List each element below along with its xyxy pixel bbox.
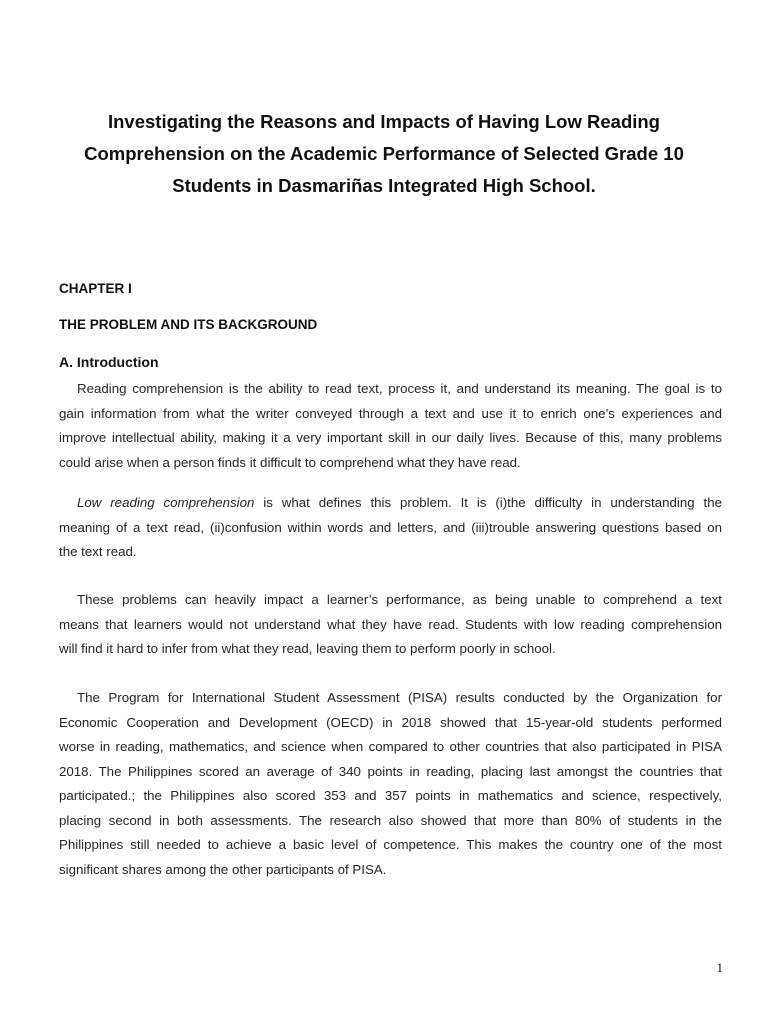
paragraph-impact — [59, 588, 722, 662]
paragraph-line: The Program for International Student Assessment (PISA) results conducted by the Organization for — [77, 690, 722, 705]
italic-term: Low reading comprehension — [77, 495, 255, 510]
paragraph-line: placing second in both assessments. The research also showed that more than 80% of students in the — [59, 812, 722, 828]
paragraph-line: worse in reading, mathematics, and science when compared to other countries that also participated in PISA — [59, 739, 722, 754]
chapter-title: THE PROBLEM AND ITS BACKGROUND — [59, 317, 318, 332]
paragraph-line: means that learners would not understand what they have read. Students with low reading comprehension — [59, 616, 722, 632]
title-line: Comprehension on the Academic Performance of Selected Grade 10 — [84, 143, 684, 164]
paragraph-line: will find it hard to infer from what they read, leaving them to perform poorly in school. — [59, 641, 556, 656]
page-number: 1 — [716, 960, 723, 975]
paragraph-line: participated.; the Philippines also scored 353 and 357 points in mathematics and science, respectively, — [59, 788, 722, 803]
paragraph-line: could arise when a person finds it difficult to comprehend what they have read. — [59, 454, 521, 470]
title-line: Students in Dasmariñas Integrated High School. — [172, 175, 596, 196]
paragraph-line: Philippines still needed to achieve a basic level of competence. This makes the country one of the most — [59, 837, 722, 852]
paragraph-line: significant shares among the other participants of PISA. — [59, 861, 387, 877]
paragraph-line: gain information from what the writer conveyed through a text and use it to enrich one’s experiences and — [59, 405, 722, 421]
paragraph-introduction — [59, 377, 722, 475]
paragraph-line-rest: is what defines this problem. It is (i)the difficulty in understanding the — [254, 495, 722, 510]
paragraph-line: Reading comprehension is the ability to read text, process it, and understand its meaning. The goal is to — [77, 381, 722, 396]
paragraph-line: 2018. The Philippines scored an average of 340 points in reading, placing last amongst the countries that — [59, 763, 722, 779]
paragraph-line: These problems can heavily impact a learner’s performance, as being unable to comprehend a text — [77, 592, 722, 607]
paragraph-pisa — [59, 686, 722, 882]
paragraph-line: improve intellectual ability, making it a very important skill in our daily lives. Because of this, many problems — [59, 430, 722, 445]
chapter-label: CHAPTER I — [59, 281, 132, 296]
title-line: Investigating the Reasons and Impacts of Having Low Reading — [107, 111, 660, 132]
section-heading: A. Introduction — [59, 354, 159, 370]
paragraph-definition — [59, 491, 722, 565]
paragraph-line — [59, 491, 722, 516]
paragraph-line: Economic Cooperation and Development (OECD) in 2018 showed that 15-year-old students performed — [59, 714, 722, 730]
paragraph-line: meaning of a text read, (ii)confusion within words and letters, and (iii)trouble answering questions based on — [59, 519, 722, 535]
paragraph-line: the text read. — [59, 544, 137, 559]
document-title — [60, 106, 708, 202]
